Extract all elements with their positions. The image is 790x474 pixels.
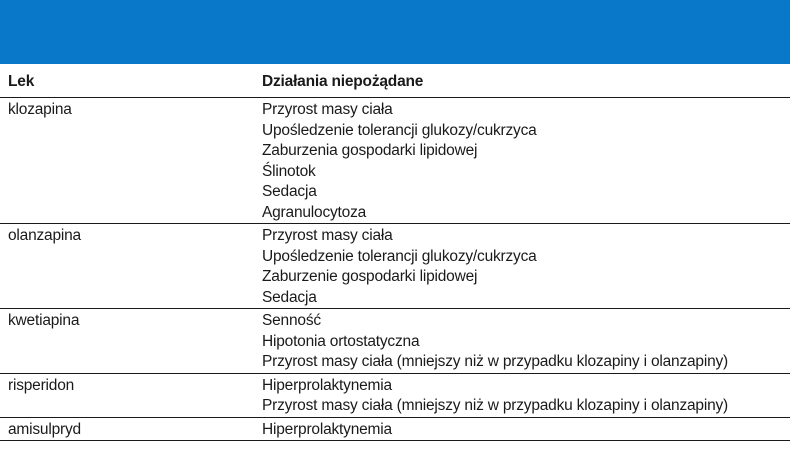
drug-name: amisulpryd: [8, 420, 81, 438]
side-effect-item: Upośledzenie tolerancji glukozy/cukrzyca: [262, 247, 537, 265]
drug-name: risperidon: [8, 376, 75, 394]
side-effects-list: [0, 98, 790, 223]
drug-name: klozapina: [8, 101, 72, 118]
table-row: [0, 418, 790, 442]
side-effect-item: Senność: [262, 312, 321, 329]
side-effect-item: Sedacja: [262, 288, 317, 306]
column-header-drug: Lek: [8, 73, 35, 90]
side-effect-item: Hiperprolaktynemia: [262, 376, 392, 394]
side-effect-item: Zaburzenia gospodarki lipidowej: [262, 142, 478, 159]
side-effects-list: [0, 309, 790, 373]
side-effect-item: Sedacja: [262, 183, 317, 200]
drug-name: kwetiapina: [8, 312, 80, 329]
side-effect-item: Agranulocytoza: [262, 203, 367, 221]
side-effect-item: Hiperprolaktynemia: [262, 420, 392, 438]
side-effect-item: Przyrost masy ciała (mniejszy niż w przypadku klozapiny i olanzapiny): [262, 397, 729, 414]
table-row: [0, 98, 790, 224]
side-effect-item: Hipotonia ortostatyczna: [262, 332, 420, 350]
side-effect-item: Przyrost masy ciała (mniejszy niż w przypadku klozapiny i olanzapiny): [262, 353, 729, 370]
side-effect-item: Ślinotok: [262, 162, 316, 180]
table-row: [0, 309, 790, 374]
side-effects-list: [0, 374, 790, 417]
side-effect-item: Upośledzenie tolerancji glukozy/cukrzyca: [262, 121, 537, 139]
side-effect-item: Przyrost masy ciała: [262, 227, 393, 244]
side-effects-list: [0, 224, 790, 308]
table-row: [0, 374, 790, 418]
header-banner: [0, 0, 790, 64]
side-effects-list: [0, 418, 790, 441]
table-row: [0, 224, 790, 309]
table-header: [0, 64, 790, 98]
drug-name: olanzapina: [8, 227, 81, 244]
column-header-side-effects: Działania niepożądane: [262, 73, 424, 90]
side-effect-item: Przyrost masy ciała: [262, 101, 393, 118]
side-effect-item: Zaburzenie gospodarki lipidowej: [262, 268, 478, 285]
side-effects-table: [0, 64, 790, 441]
